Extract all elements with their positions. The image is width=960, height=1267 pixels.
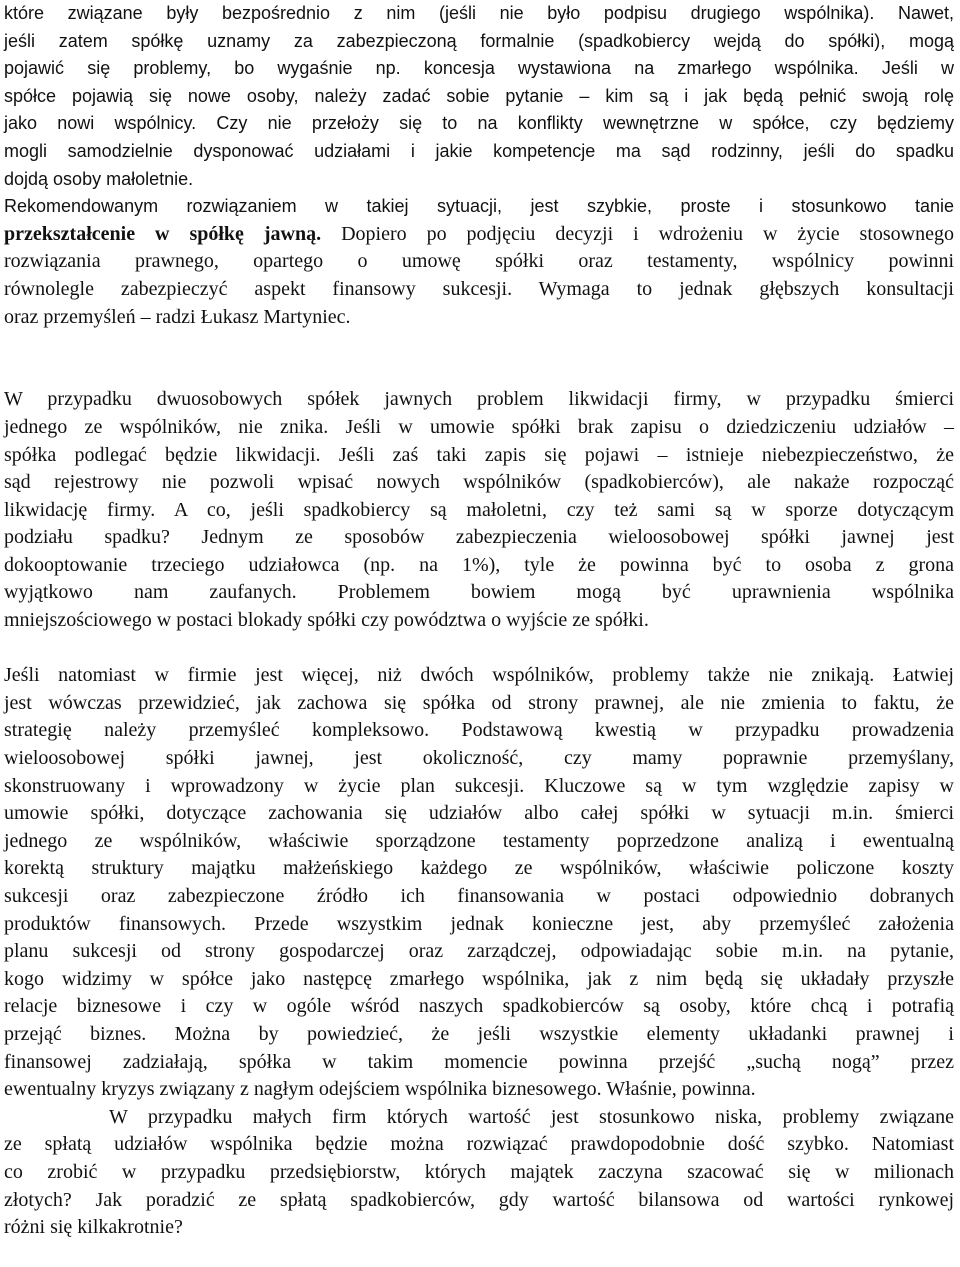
text-line xyxy=(4,855,954,883)
text-segment: W przypadku dwuosobowych spółek jawnych problem likwidacji firmy, w przypadku śmierci xyxy=(4,388,954,411)
text-segment: mogli samodzielnie dysponować udziałami i jakie kompetencje ma sąd rodzinny, jeśli do spadku xyxy=(4,140,954,161)
text-segment: pojawić się problemy, bo wygaśnie np. koncesja wystawiona na zmarłego wspólnika. Jeśli w xyxy=(4,58,954,79)
text-segment: kogo widzimy w spółce jako następcę zmarłego wspólnika, jak z nim będą się układały przyszłe xyxy=(4,967,954,990)
text-line xyxy=(4,166,954,194)
text-segment: relacje biznesowe i czy w ogóle wśród naszych spadkobierców są osoby, które chcą i potrafią xyxy=(4,995,954,1018)
text-segment: Jeśli natomiast w firmie jest więcej, niż dwóch wspólników, problemy także nie znikają. Łatwiej xyxy=(4,664,954,687)
text-line xyxy=(4,1049,954,1077)
text-line xyxy=(4,1131,954,1159)
text-segment: co zrobić w przypadku przedsiębiorstw, których majątek zaczyna szacować się w milionach xyxy=(4,1160,954,1183)
text-line xyxy=(4,28,954,56)
text-line xyxy=(4,55,954,83)
text-segment: jest wówczas przewidzieć, jak zachowa się spółka od strony prawnej, ale nie zmienia to faktu, że xyxy=(4,691,954,714)
text-segment: strategię należy przemyśleć kompleksowo. Podstawową kwestią w przypadku prowadzenia xyxy=(4,719,954,742)
text-line xyxy=(4,138,954,166)
text-segment: rozwiązania prawnego, opartego o umowę spółki oraz testamenty, wspólnicy powinni xyxy=(4,250,954,273)
text-segment: spółce pojawią się nowe osoby, należy zadać sobie pytanie – kim są i jak będą pełnić swoją rolę xyxy=(4,85,954,106)
text-segment: wyjątkowo nam zaufanych. Problemem bowiem mogą być uprawnienia wspólnika xyxy=(4,581,954,604)
text-segment: równolegle zabezpieczyć aspekt finansowy sukcesji. Wymaga to jednak głębszych konsultacji xyxy=(4,277,954,300)
text-line xyxy=(4,110,954,138)
text-segment: dokooptowanie trzeciego udziałowca (np. na 1%), tyle że powinna być to osoba z grona xyxy=(4,553,954,576)
text-line xyxy=(4,773,954,801)
text-line xyxy=(4,993,954,1021)
text-segment: produktów finansowych. Przede wszystkim jednak konieczne jest, aby przemyśleć założenia xyxy=(4,912,954,935)
text-line xyxy=(4,1104,954,1132)
text-line xyxy=(4,883,954,911)
text-line xyxy=(4,1187,954,1215)
blank-line xyxy=(4,635,954,663)
text-segment: ewentualny kryzys związany z nagłym odejściem wspólnika biznesowego. Właśnie, powinna. xyxy=(4,1078,756,1101)
text-line xyxy=(4,0,954,28)
text-segment: oraz przemyśleń – radzi Łukasz Martyniec. xyxy=(4,305,351,328)
text-segment: podziału spadku? Jednym ze sposobów zabezpieczenia wieloosobowej spółki jawnej jest xyxy=(4,526,954,549)
text-line xyxy=(4,386,954,414)
text-segment: sąd rejestrowy nie pozwoli wpisać nowych wspólników (spadkobierców), ale nakaże rozpocząć xyxy=(4,471,954,494)
text-line xyxy=(4,938,954,966)
text-line xyxy=(4,966,954,994)
text-line xyxy=(4,690,954,718)
text-line xyxy=(4,1021,954,1049)
text-line xyxy=(4,221,954,249)
text-segment: które związane były bezpośrednio z nim (jeśli nie było podpisu drugiego wspólnika). Nawet, xyxy=(4,3,954,23)
text-segment: umowie spółki, dotyczące zachowania się udziałów albo całej spółki w sytuacji m.in. śmierci xyxy=(4,802,954,825)
text-line xyxy=(4,1076,954,1104)
text-segment: wieloosobowej spółki jawnej, jest okoliczność, czy mamy poprawnie przemyślany, xyxy=(4,747,954,770)
text-segment: spółka podlegać będzie likwidacji. Jeśli zaś taki zapis się pojawi – istnieje niebezpieczeństwo, że xyxy=(4,443,954,466)
text-segment: sukcesji oraz zabezpieczone źródło ich finansowania w postaci odpowiednio dobranych xyxy=(4,885,954,907)
text-segment: przejąć biznes. Można by powiedzieć, że jeśli wszystkie elementy układanki prawnej i xyxy=(4,1022,954,1045)
text-segment: różni się kilkakrotnie? xyxy=(4,1216,183,1239)
text-line xyxy=(4,83,954,111)
text-segment: planu sukcesji od strony gospodarczej oraz zarządczej, odpowiadając sobie m.in. na pytanie, xyxy=(4,940,954,963)
text-segment: jeśli zatem spółkę uznamy za zabezpieczoną formalnie (spadkobiercy wejdą do spółki), mogą xyxy=(4,30,954,51)
text-segment: finansowej zadziałają, spółka w takim momencie powinna przejść „suchą nogą” przez xyxy=(4,1050,954,1073)
text-line xyxy=(4,524,954,552)
text-segment: korektą struktury majątku małżeńskiego każdego ze wspólników, właściwie policzone koszty xyxy=(4,857,954,880)
text-segment: Rekomendowanym rozwiązaniem w takiej sytuacji, jest szybkie, proste i stosunkowo tanie xyxy=(4,196,954,217)
text-segment: złotych? Jak poradzić ze spłatą spadkobierców, gdy wartość bilansowa od wartości rynkowej xyxy=(4,1188,954,1211)
text-line xyxy=(4,497,954,525)
text-segment: skonstruowany i wprowadzony w życie plan sukcesji. Kluczowe są w tym względzie zapisy w xyxy=(4,774,954,797)
text-line xyxy=(4,1214,954,1242)
text-line xyxy=(4,276,954,304)
text-segment: dojdą osoby małoletnie. xyxy=(4,168,194,189)
text-line xyxy=(4,911,954,939)
text-line xyxy=(4,745,954,773)
text-segment: ze spłatą udziałów wspólnika będzie można rozwiązać prawdopodobnie dość szybko. Natomiast xyxy=(4,1133,954,1156)
text-line xyxy=(4,800,954,828)
text-line xyxy=(4,248,954,276)
text-line xyxy=(4,193,954,221)
text-line xyxy=(4,414,954,442)
text-line xyxy=(4,469,954,497)
text-segment: jednego ze wspólników, właściwie sporządzone testamenty poprzedzone analizą i ewentualną xyxy=(4,829,954,852)
text-line xyxy=(4,579,954,607)
blank-line xyxy=(4,331,954,359)
text-line xyxy=(4,607,954,635)
text-line xyxy=(4,662,954,690)
text-line xyxy=(4,828,954,856)
text-line xyxy=(4,1159,954,1187)
text-line xyxy=(4,717,954,745)
text-segment: jako nowi wspólnicy. Czy nie przełoży się to na konflikty wewnętrzne w spółce, czy będziemy xyxy=(4,113,954,134)
text-segment: W przypadku małych firm których wartość jest stosunkowo niska, problemy związane xyxy=(109,1105,954,1128)
text-line xyxy=(4,304,954,332)
text-segment: mniejszościowego w postaci blokady spółki czy powództwa o wyjście ze spółki. xyxy=(4,609,649,632)
blank-line xyxy=(4,359,954,387)
text-line xyxy=(4,552,954,580)
text-line xyxy=(4,442,954,470)
text-segment: jednego ze wspólników, nie znika. Jeśli w umowie spółki brak zapisu o dziedziczeniu udziałów – xyxy=(4,415,954,438)
bold-phrase: przekształcenie w spółkę jawną. xyxy=(4,222,322,245)
text-segment: likwidację firmy. A co, jeśli spadkobiercy są małoletni, czy też sami są w sporze dotyczącym xyxy=(4,498,954,521)
text-segment: Dopiero po podjęciu decyzji i wdrożeniu w życie stosownego xyxy=(321,222,954,245)
